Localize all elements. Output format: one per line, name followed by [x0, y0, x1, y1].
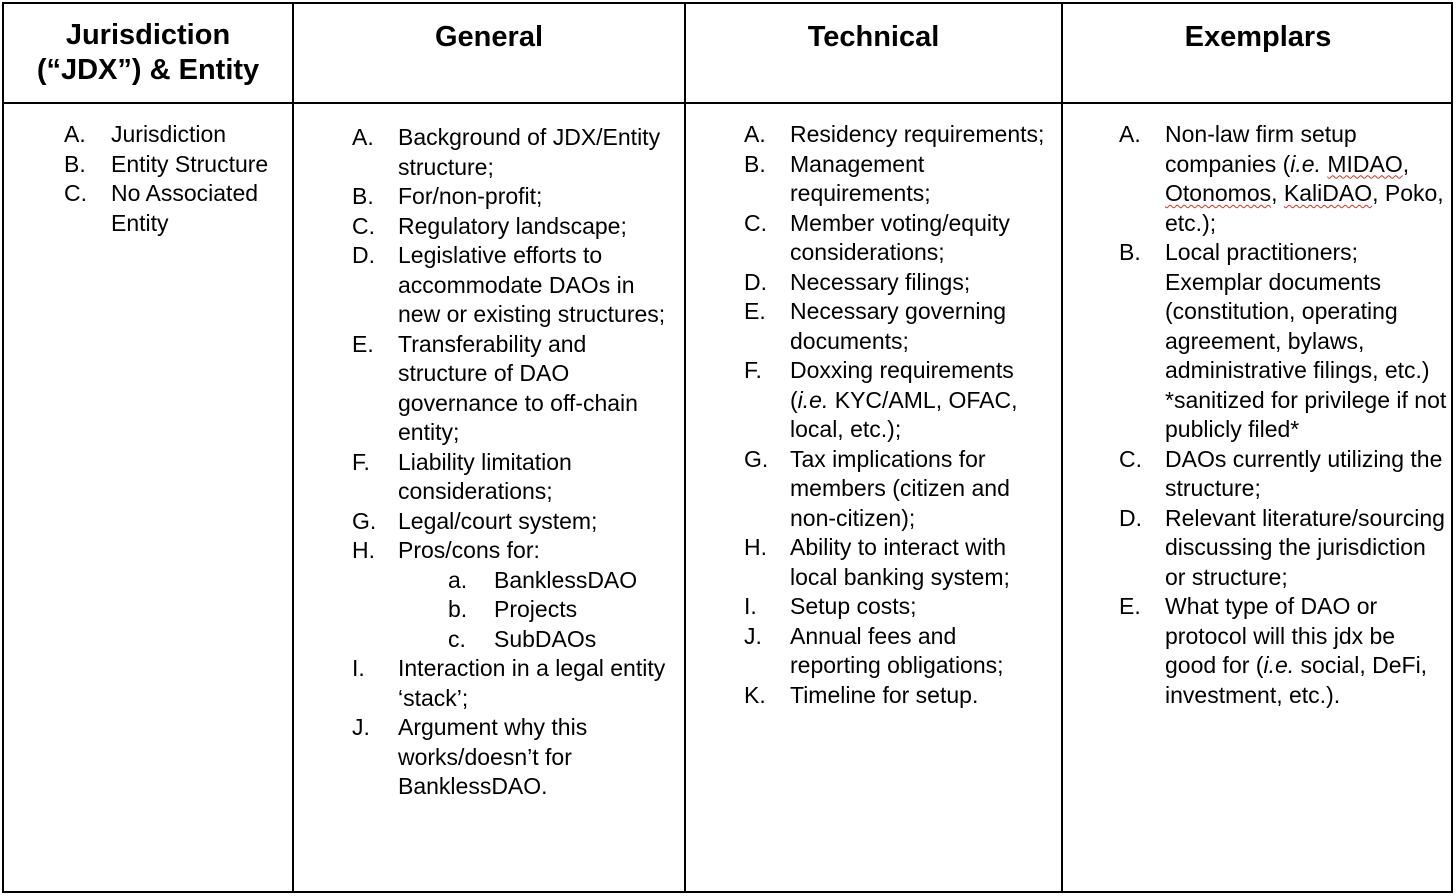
list-item-text: DAOs currently utilizing the structure;	[1165, 445, 1443, 501]
spellcheck-flagged-word: KaliDAO	[1283, 180, 1373, 206]
requirements-table	[2, 2, 1453, 893]
list-item-text: Annual fees and reporting obligations;	[790, 622, 1004, 678]
technical-cell	[744, 120, 1049, 710]
list-marker: C.	[1119, 445, 1142, 472]
list-item	[352, 507, 682, 537]
header-jurisdiction-line1: Jurisdiction	[65, 19, 231, 51]
list-marker: B.	[64, 150, 86, 177]
list-item	[744, 297, 1049, 356]
list-marker: c.	[448, 625, 466, 652]
list-marker: C.	[744, 209, 767, 236]
list-item-text: Relevant literature/sourcing discussing the jurisdiction or structure;	[1165, 504, 1445, 590]
list-item-text: No Associated Entity	[111, 180, 259, 236]
list-marker: F.	[744, 357, 762, 383]
text-run: Non-law firm setup companies (	[1165, 121, 1357, 177]
header-jurisdiction-line2: (“JDX”) & Entity	[36, 54, 260, 86]
list-item	[744, 445, 1049, 534]
list-item	[352, 330, 682, 448]
text-run: Doxxing requirements (	[790, 357, 1014, 413]
list-marker: K.	[744, 681, 766, 708]
list-marker: A.	[352, 124, 374, 150]
header-divider	[4, 102, 1451, 104]
header-exemplars-label: Exemplars	[1184, 21, 1332, 53]
list-marker: D.	[352, 242, 375, 268]
list-marker: E.	[1119, 593, 1141, 619]
list-item-text: Pros/cons for:	[398, 537, 540, 563]
list-item	[1119, 592, 1449, 710]
header-jurisdiction	[4, 4, 292, 102]
list-item-text: Legal/court system;	[398, 507, 598, 534]
list-marker: D.	[1119, 504, 1142, 531]
list-marker: I.	[744, 593, 757, 619]
list-item	[744, 209, 1049, 268]
list-item-text: Necessary governing documents;	[790, 298, 1007, 354]
header-general-label: General	[435, 21, 543, 53]
column-divider	[1061, 4, 1063, 891]
text-run-italic: i.e.	[1263, 652, 1295, 678]
list-marker: B.	[352, 183, 374, 209]
list-item-text: Necessary filings;	[790, 268, 971, 295]
list-item	[64, 120, 284, 150]
list-item-text: Local practitioners; Exemplar documents (constitution, operating agreement, bylaws, administrative filings, etc.) *sanitized for privilege if not publicly filed*	[1165, 239, 1447, 442]
list-item-text: Management requirements;	[790, 150, 931, 206]
list-item	[744, 356, 1049, 445]
list-item-text: Transferability and structure of DAO governance to off-chain entity;	[398, 330, 638, 445]
text-run-italic: i.e.	[1290, 150, 1321, 177]
list-marker: H.	[352, 537, 375, 563]
list-item-text: SubDAOs	[494, 625, 597, 652]
list-item	[1119, 445, 1449, 504]
list-item	[1119, 120, 1449, 238]
sub-list-item	[448, 566, 682, 596]
list-item	[352, 536, 682, 654]
sub-list-item	[448, 625, 682, 655]
list-marker: G.	[352, 507, 377, 534]
list-item	[352, 123, 682, 182]
list-marker: C.	[352, 212, 375, 239]
list-marker: A.	[1119, 121, 1141, 147]
list-marker: I.	[352, 655, 365, 681]
list-item	[352, 212, 682, 242]
list-item-text: Setup costs;	[790, 593, 917, 619]
list-marker: A.	[64, 121, 86, 147]
list-item	[744, 592, 1049, 622]
list-item	[352, 654, 682, 713]
list-marker: H.	[744, 534, 767, 560]
list-item	[352, 713, 682, 802]
list-item-text: Member voting/equity considerations;	[790, 209, 1010, 265]
list-marker: E.	[744, 298, 766, 324]
list-item	[352, 182, 682, 212]
list-item	[744, 681, 1049, 711]
header-exemplars	[1063, 4, 1453, 102]
list-item-text: Background of JDX/Entity structure;	[398, 124, 661, 180]
list-item	[744, 120, 1049, 150]
list-item	[744, 622, 1049, 681]
sub-list	[352, 566, 682, 655]
list-marker: D.	[744, 268, 767, 295]
general-cell	[352, 123, 682, 802]
list-item-text: Interaction in a legal entity ‘stack’;	[398, 655, 666, 711]
list-marker: A.	[744, 121, 766, 147]
list-item-text	[744, 356, 1049, 445]
list-item	[64, 150, 284, 180]
text-run: What type of DAO or protocol will this jdx be good for (	[1165, 593, 1396, 678]
list-item	[64, 179, 284, 238]
list-item	[744, 268, 1049, 298]
list-marker: J.	[744, 622, 762, 649]
list-marker: F.	[352, 448, 370, 475]
header-technical	[686, 4, 1061, 102]
column-divider	[684, 4, 686, 891]
list-item-text: Timeline for setup.	[790, 681, 979, 708]
jurisdiction-cell	[64, 120, 284, 238]
list-marker: G.	[744, 445, 769, 472]
list-item-text: Tax implications for members (citizen and non-citizen);	[790, 445, 1010, 531]
list-item-text: Regulatory landscape;	[398, 212, 627, 239]
header-technical-label: Technical	[807, 21, 940, 53]
list-item-text: Projects	[494, 596, 578, 622]
list-item-text: Liability limitation considerations;	[398, 448, 572, 504]
text-run-italic: i.e.	[797, 386, 829, 413]
list-item-text: Jurisdiction	[111, 121, 227, 147]
list-item	[1119, 504, 1449, 593]
list-item-text: Ability to interact with local banking system;	[790, 534, 1010, 590]
list-item-text	[1119, 592, 1449, 710]
spellcheck-flagged-word: MIDAO	[1327, 150, 1403, 177]
list-marker: b.	[448, 596, 468, 622]
sub-list-item	[448, 595, 682, 625]
list-item	[1119, 238, 1449, 445]
list-marker: E.	[352, 330, 374, 357]
spellcheck-flagged-word: Otonomos	[1165, 180, 1272, 206]
list-item-text: Non-law firm setup companies (i.e. MIDAO, Otonomos, KaliDAO, Poko, etc.);	[1165, 121, 1444, 236]
list-marker: B.	[744, 150, 766, 177]
column-divider	[292, 4, 294, 891]
list-item-text: BanklessDAO	[494, 566, 638, 593]
list-marker: C.	[64, 180, 87, 206]
list-marker: a.	[448, 566, 468, 593]
list-marker: B.	[1119, 239, 1141, 265]
list-item-text: Legislative efforts to accommodate DAOs in new or existing structures;	[398, 242, 666, 327]
list-item-text: Argument why this works/doesn’t for BanklessDAO.	[398, 714, 588, 799]
list-item	[352, 448, 682, 507]
text-run: KYC/AML, OFAC, local, etc.);	[790, 386, 1018, 442]
text-run: social, DeFi, investment, etc.).	[1165, 652, 1428, 708]
list-item	[352, 241, 682, 330]
list-item-text: Residency requirements;	[790, 121, 1045, 147]
list-marker: J.	[352, 714, 370, 740]
list-item	[744, 150, 1049, 209]
list-item	[744, 533, 1049, 592]
list-item-text: Entity Structure	[111, 150, 269, 177]
header-general	[294, 4, 684, 102]
text-run: Poko, etc.);	[1165, 180, 1444, 236]
exemplars-cell	[1119, 120, 1449, 710]
list-item-text: For/non-profit;	[398, 183, 543, 209]
